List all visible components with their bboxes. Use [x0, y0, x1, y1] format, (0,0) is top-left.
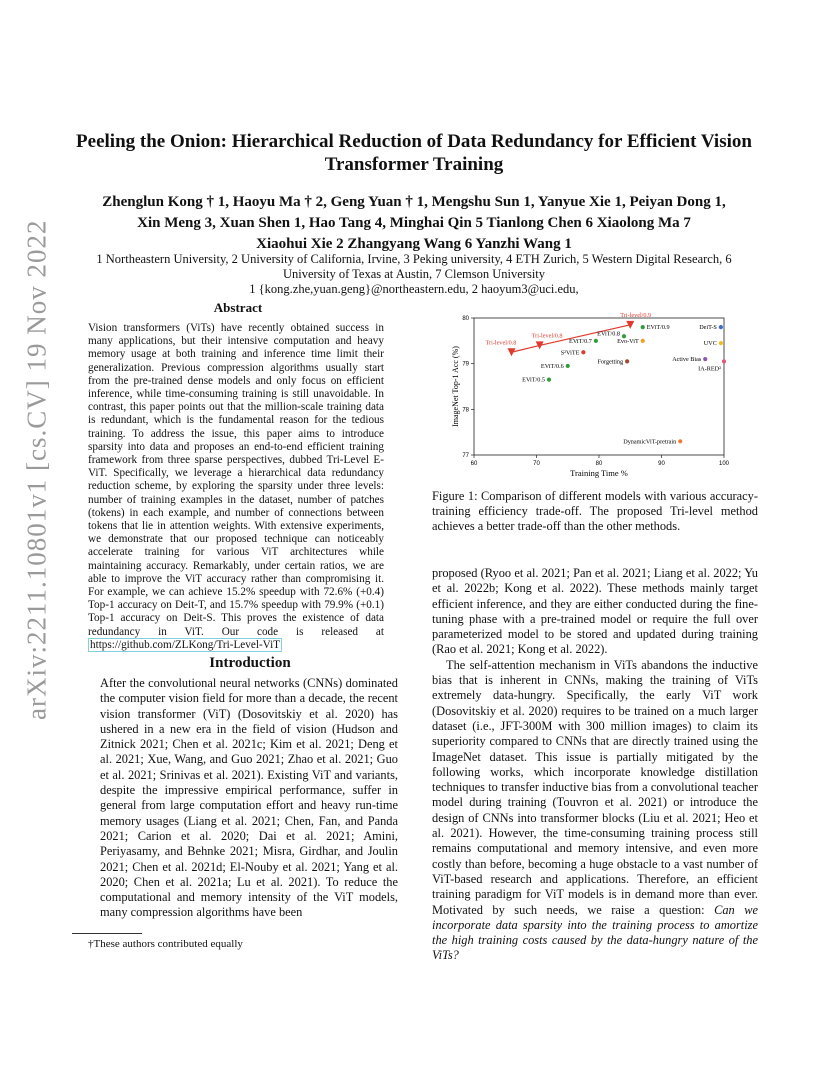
- data-point-label: S²ViTE: [560, 349, 580, 357]
- abstract-text: Vision transformers (ViTs) have recently obtained success in many applications, but their intensive computation and heavy memory usage at both training and inference time limit their generalization. Previous compression algorithms usually start from the pre-trained dense models and only focus on efficient inference, while time-consuming training is still unavoidable. In contrast, this paper points out that the million-scale training data is redundant, which is the fundamental reason for the tedious training. To address the issue, this paper aims to introduce sparsity into data and proposes an end-to-end efficient training framework from three sparse perspectives, dubbed Tri-Level E-ViT. Specifically, we leverage a hierarchical data redundancy reduction scheme, by exploring the sparsity under three levels: number of training examples in the dataset, number of patches (tokens) in each example, and number of connections between tokens that lie in attention weights. With extensive experiments, we demonstrate that our proposed technique can noticeably accelerate training for various ViT architectures while maintaining accuracy. Remarkably, under certain ratios, we are able to improve the ViT accuracy rather than compromising it. For example, we can achieve 15.2% speedup with 72.6% (+0.4) Top-1 accuracy on Deit-T, and 15.7% speedup with 79.9% (+0.1) Top-1 accuracy on Deit-S. This proves the existence of data redundancy in ViT. Our code is released at: [88, 322, 384, 638]
- tri-level-marker: [626, 321, 634, 329]
- tri-level-label: Tri-level/0.8: [531, 332, 563, 340]
- data-point: [719, 325, 723, 329]
- data-point: [566, 364, 570, 368]
- data-point-label: EViT/0.9: [646, 324, 670, 332]
- footnote-rule: [72, 933, 142, 934]
- data-point: [722, 359, 726, 363]
- paragraph-self-attention-text: The self-attention mechanism in ViTs abandons the inductive bias that is inherent in CNNs, making the training of ViTs extremely data-hungry. Specifically, the early ViT work (Dosovitskiy et al. 2020) requires to be trained on a much larger dataset (i.e., JFT-300M with 300 million images) to claim its superiority compared to CNNs that are directly trained using the ImageNet dataset. This issue is partially mitigated by the following works, which incorporate knowledge distillation techniques to transfer inductive bias from a convolutional teacher model during training (Touvron et al. 2021) or introduce the design of CNNs into transformer blocks (Liu et al. 2021; Heo et al. 2021). However, the time-consuming training process still remains computational and memory intensive, and even more costly than before, becoming a huge obstacle to a vast number of ViT-based research and applications. Therefore, an efficient training paradigm for ViT models is in demand more than ever. Motivated by such needs, we raise a question:: [432, 657, 758, 917]
- data-point-label: DeiT-S: [699, 324, 717, 332]
- y-tick-label: 80: [462, 316, 469, 322]
- authors-line-2: Xin Meng 3, Xuan Shen 1, Hao Tang 4, Minghai Qin 5 Tianlong Chen 6 Xiaolong Ma 7: [137, 215, 691, 231]
- data-point: [719, 341, 723, 345]
- right-column-text: [432, 566, 758, 964]
- y-tick-label: 78: [462, 407, 469, 414]
- abstract-heading: Abstract: [213, 300, 263, 315]
- x-tick-label: 80: [595, 461, 603, 467]
- code-link[interactable]: https://github.com/ZLKong/Tri-Level-ViT: [90, 638, 281, 651]
- tri-level-marker: [536, 341, 544, 349]
- data-point-label: EViT/0.5: [522, 376, 545, 384]
- data-point-label: DynamicViT-pretrain: [623, 438, 677, 446]
- y-tick-label: 79: [462, 361, 469, 368]
- data-point-label: IA-RED²: [698, 365, 721, 373]
- affiliations: [60, 252, 768, 297]
- paragraph-self-attention: [432, 658, 758, 964]
- data-point: [641, 339, 645, 343]
- introduction-heading: Introduction: [209, 655, 291, 671]
- y-axis-label: ImageNet Top-1 Acc (%): [451, 346, 460, 427]
- affiliations-line-3: 1 {kong.zhe,yuan.geng}@northeastern.edu, 2 haoyum3@uci.edu,: [249, 282, 579, 296]
- accuracy-training-time-chart: [432, 298, 758, 478]
- research-question: Can we incorporate data sparsity into the training process to amortize the high training costs caused by the data-hungry nature of the ViTs?: [432, 902, 758, 963]
- abstract-body: [88, 322, 384, 652]
- paragraph-proposed: proposed (Ryoo et al. 2021; Pan et al. 2021; Liang et al. 2022; Yu et al. 2022b; Kong et al. 2022). These methods mainly target efficient inference, and they are either conducted during the fine-tuning phase with a pre-trained model or require the full over parameterized model to be stored and updated during training (Rao et al. 2021; Kong et al. 2022).: [432, 566, 758, 657]
- data-point-label: Evo-ViT: [617, 337, 639, 345]
- data-point-label: Active Bias: [672, 356, 702, 364]
- x-tick-label: 70: [533, 461, 540, 467]
- data-point: [581, 350, 585, 354]
- y-tick-label: 77: [462, 453, 469, 459]
- introduction-body: After the convolutional neural networks (CNNs) dominated the computer vision field for more than a decade, the recent vision transformer (ViT) (Dosovitskiy et al. 2020) has ushered in a new era in the field of vision (Hudson and Zitnick 2021; Chen et al. 2021c; Kim et al. 2021; Deng et al. 2021; Xue, Wang, and Guo 2021; Zhao et al. 2021; Guo et al. 2021; Srinivas et al. 2021). Existing ViT and variants, despite the impressive empirical performance, suffer in general from large computation effort and heavy run-time memory usages (Liang et al. 2021; Chen, Fan, and Panda 2021; Carion et al. 2020; Dai et al. 2021; Amini, Periyasamy, and Behnke 2021; Misra, Girdhar, and Joulin 2021; Chen et al. 2021d; El-Nouby et al. 2021; Yang et al. 2020; Chen et al. 2021a; Lu et al. 2021). To reduce the computational and memory intensity of the ViT models, many compression algorithms have been: [100, 676, 398, 920]
- data-point-label: UVC: [703, 340, 717, 348]
- authors-line-1: Zhenglun Kong † 1, Haoyu Ma † 2, Geng Yuan † 1, Mengshu Sun 1, Yanyue Xie 1, Peiyan Dong 1,: [102, 194, 726, 210]
- footnote: †These authors contributed equally: [88, 938, 243, 950]
- x-tick-label: 90: [658, 461, 665, 467]
- x-tick-label: 100: [718, 461, 730, 467]
- figure-caption: Figure 1: Comparison of different models with various accuracy-training efficiency trade-off. The proposed Tri-level method achieves a better trade-off than the other methods.: [432, 489, 758, 534]
- tri-level-marker: [508, 348, 516, 356]
- data-point: [641, 325, 645, 329]
- author-list: [60, 192, 768, 255]
- data-point: [594, 339, 598, 343]
- tri-level-label: Tri-level/0.9: [620, 311, 652, 319]
- arxiv-identifier: arXiv:2211.10801v1 [cs.CV] 19 Nov 2022: [21, 219, 52, 721]
- data-point: [547, 378, 551, 382]
- data-point: [678, 439, 682, 443]
- data-point: [625, 359, 629, 363]
- data-point-label: EViT/0.7: [569, 337, 592, 345]
- x-axis-label: Training Time %: [570, 468, 628, 478]
- authors-line-3: Xiaohui Xie 2 Zhangyang Wang 6 Yanzhi Wang 1: [256, 236, 572, 252]
- data-point-label: Forgetting: [597, 358, 624, 366]
- x-tick-label: 60: [470, 461, 478, 467]
- affiliations-line-2: University of Texas at Austin, 7 Clemson University: [282, 267, 546, 281]
- paper-title: Peeling the Onion: Hierarchical Reduction of Data Redundancy for Efficient Vision Transformer Training: [76, 131, 752, 175]
- data-point-label: EViT/0.6: [540, 362, 564, 370]
- affiliations-line-1: 1 Northeastern University, 2 University of California, Irvine, 3 Peking university, 4 ETH Zurich, 5 Western Digital Research, 6: [96, 252, 732, 266]
- data-point: [703, 357, 707, 361]
- tri-level-label: Tri-level/0.8: [485, 339, 517, 347]
- data-point-label: EViT/0.8: [597, 330, 620, 338]
